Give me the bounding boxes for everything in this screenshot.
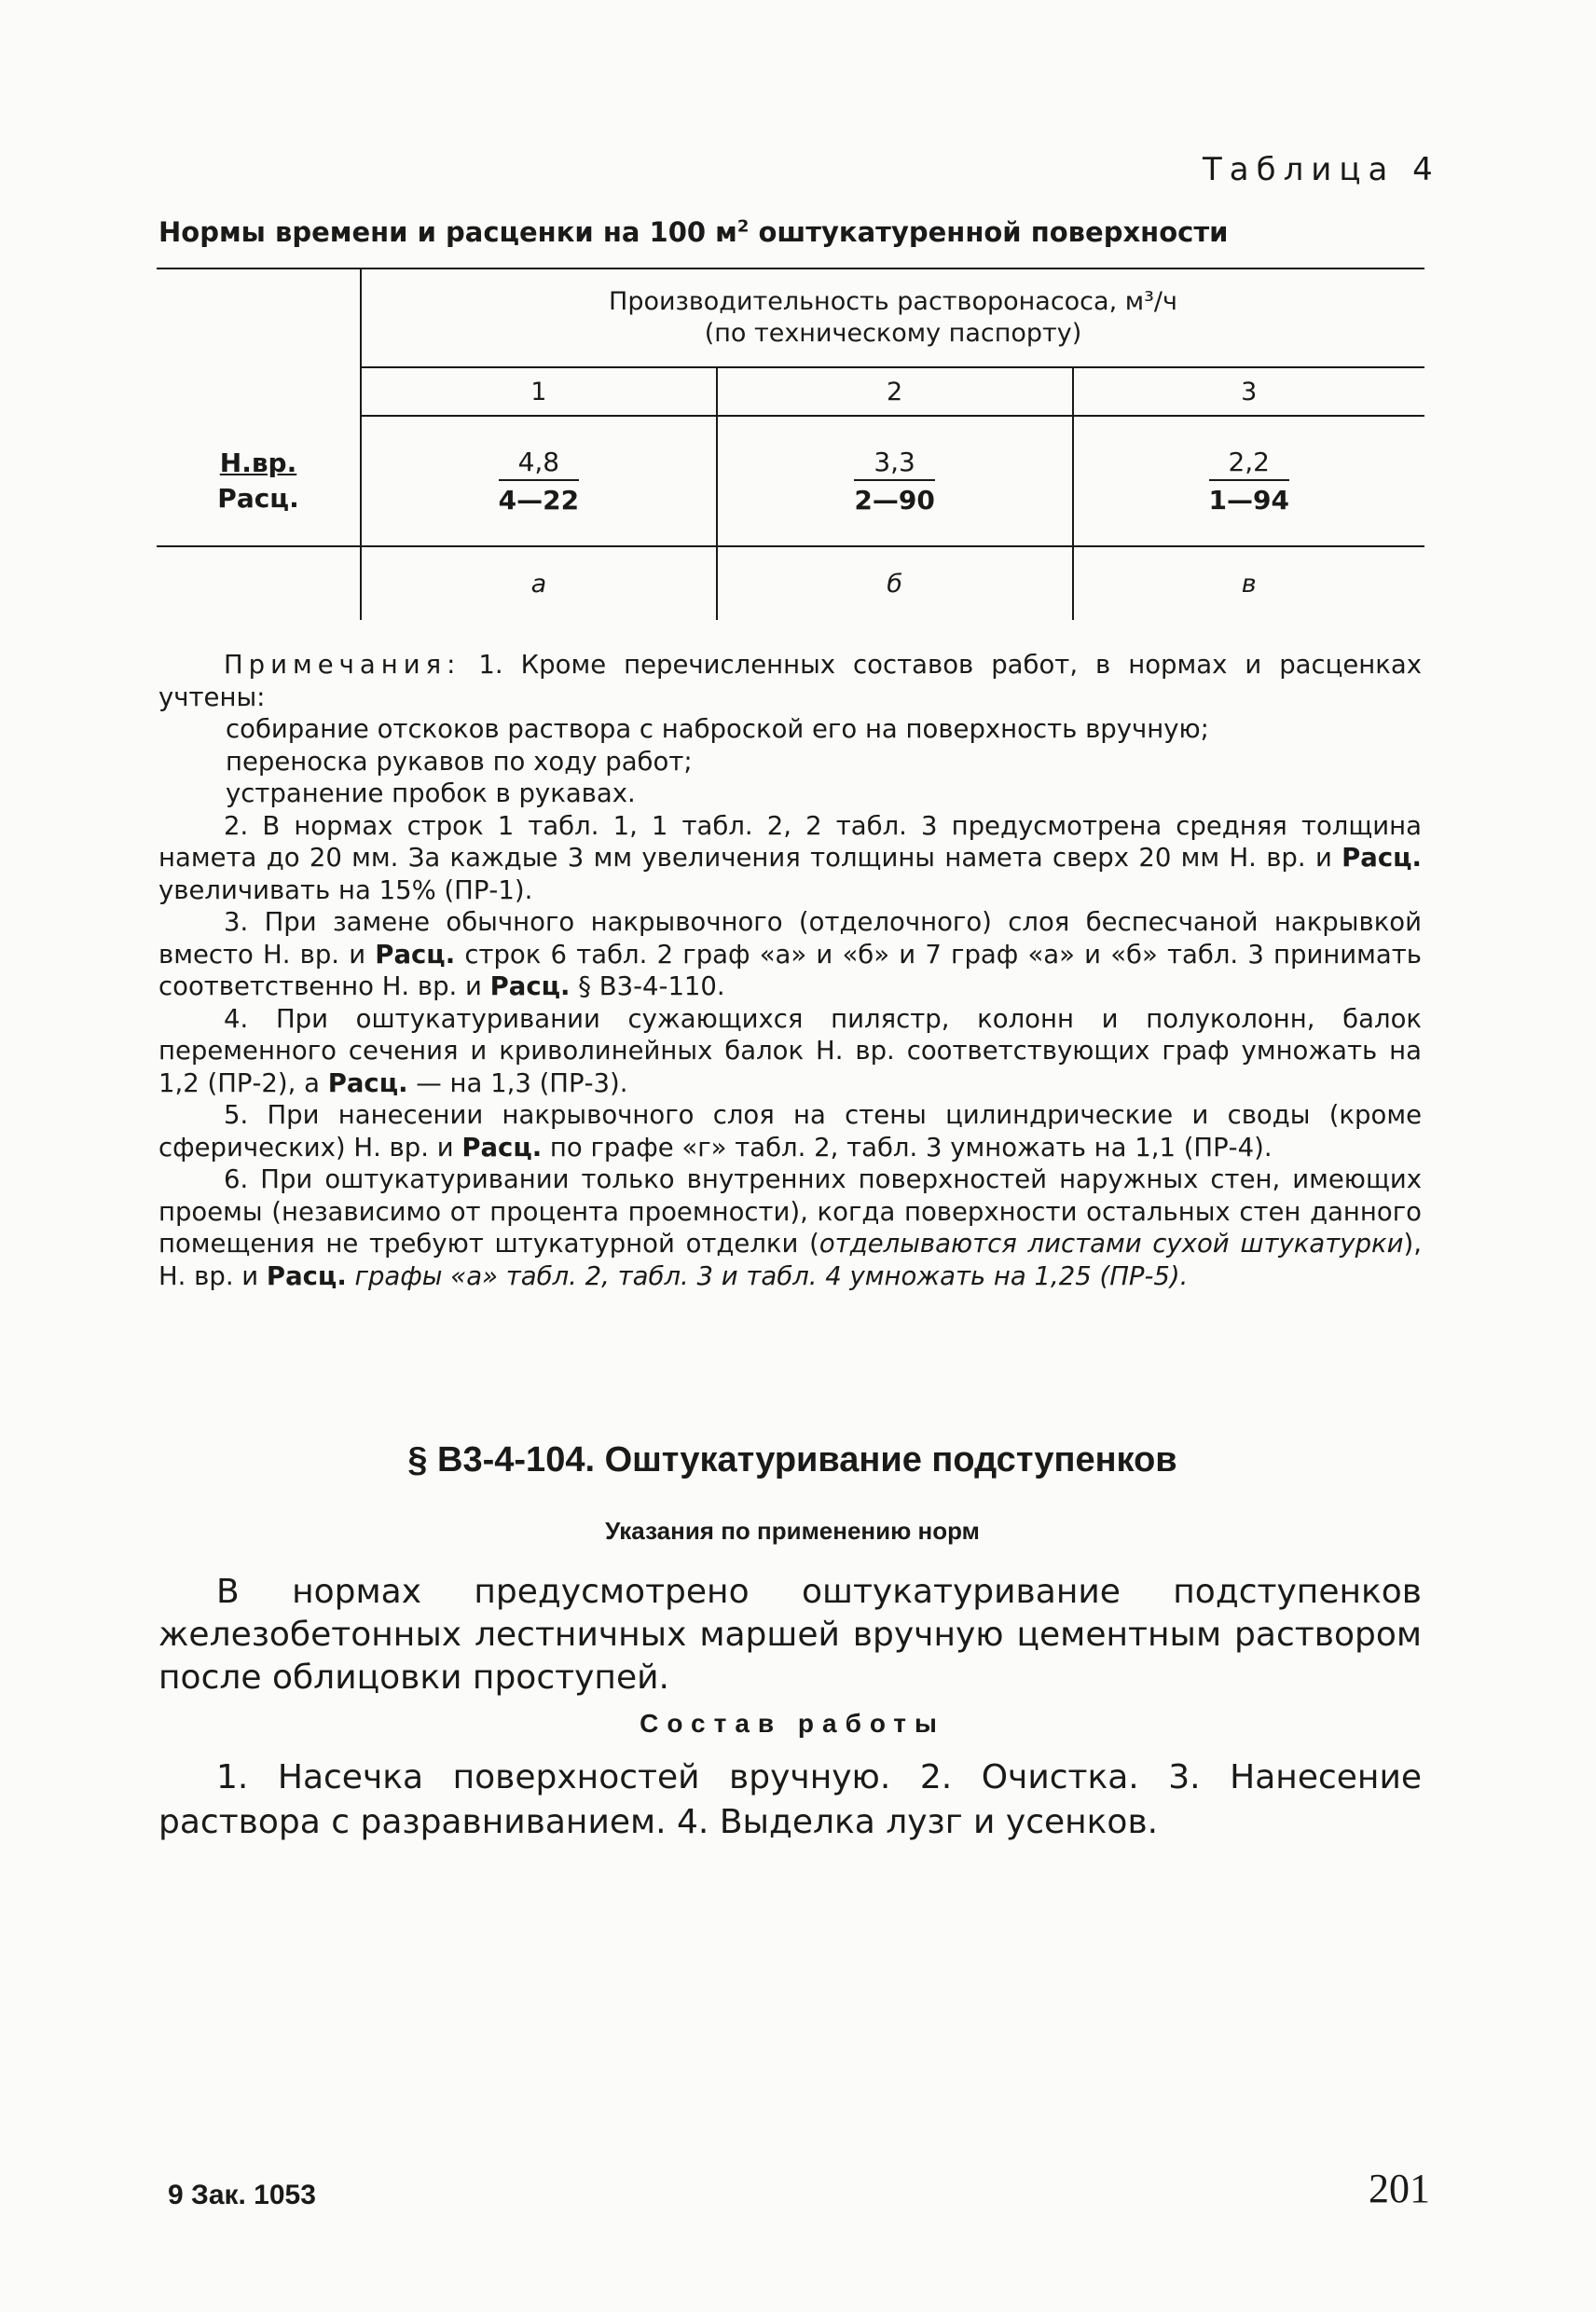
column-number-2: 2	[717, 367, 1073, 416]
table-title-sup: 2	[736, 216, 750, 237]
note-text: строк 6 табл. 2 граф «а» и «б» и 7 граф «а» и «б» табл. 3 принимать соответственно Н. вр. и	[158, 939, 1423, 1001]
footer-order-number: 9 Зак. 1053	[168, 2180, 316, 2210]
column-letter-a: а	[530, 569, 547, 599]
section-title: § В3-4-104. Оштукатуривание подступенков	[407, 1440, 1177, 1479]
table-title-tail: оштукатуренной поверхности	[749, 216, 1229, 248]
table-label: Таблица 4	[1203, 151, 1440, 188]
nvr-value: 3,3	[854, 447, 934, 481]
note-bold: Расц.	[461, 1132, 543, 1163]
rasc-value: 2—90	[854, 485, 935, 516]
norms-table	[157, 268, 1424, 620]
column-letter-b: б	[717, 546, 1073, 620]
note-3	[158, 906, 1422, 1003]
value-cell-3	[1073, 416, 1425, 546]
note-text: 6. При оштукатуривании только внутренних поверхностей наружных стен, имеющих проемы (независимо от процента проемности), когда поверхности остальных стен данного помещения не требуют штукатурной отделки (	[158, 1164, 1422, 1259]
column-number-1: 1	[361, 367, 717, 416]
row-label-nvr: Н.вр.	[219, 447, 297, 478]
note-italic: графы «а» табл. 2, табл. 3 и табл. 4 умножать на 1,25 (ПР-5).	[346, 1260, 1189, 1291]
note-italic: отделываются листами сухой штукатурки	[819, 1229, 1404, 1259]
note-text: 4. При оштукатуривании сужающихся пилястр, колонн и полуколонн, балок переменного сечения и криволинейных балок Н. вр. соответствующих граф умножать на 1,2 (ПР-2), а	[158, 1003, 1422, 1098]
fraction	[854, 447, 934, 516]
note-5	[158, 1099, 1422, 1163]
note-bold: Расц.	[266, 1260, 347, 1291]
rasc-value: 4—22	[498, 485, 580, 516]
note-2	[158, 810, 1422, 907]
fraction	[499, 447, 579, 516]
note-text: 2. В нормах строк 1 табл. 1, 1 табл. 2, 2 табл. 3 предусмотрена средняя толщина намета до 20 мм. За каждые 3 мм увеличения толщины намета сверх 20 мм Н. вр. и	[158, 810, 1422, 873]
notes-heading: Примечания:	[224, 650, 461, 680]
table-title	[158, 216, 1445, 248]
work-composition-body	[158, 1755, 1422, 1845]
fraction	[1209, 447, 1289, 516]
note-text: ), Н. вр. и	[158, 1229, 1422, 1291]
note-bold: Расц.	[375, 939, 456, 970]
note-bold: Расц.	[1341, 843, 1422, 873]
note-text: увеличивать на 15% (ПР-1).	[158, 874, 533, 905]
note-1	[158, 649, 1422, 713]
note-1-text: 1. Кроме перечисленных составов работ, в нормах и расценках учтены:	[158, 650, 1422, 712]
notes-block	[158, 649, 1422, 1292]
header-line-2: (по техническому паспорту)	[704, 319, 1082, 348]
note-text: 3. При замене обычного накрывочного (отделочного) слоя беспесчаной накрывкой вместо Н. вр. и	[158, 907, 1422, 970]
value-cell-2	[717, 416, 1073, 546]
column-number-3: 3	[1073, 367, 1425, 416]
page-number: 201	[1369, 2166, 1430, 2211]
row-labels	[157, 416, 361, 546]
note-1-item: переноска рукавов по ходу работ;	[226, 746, 693, 777]
note-6	[158, 1163, 1422, 1292]
nvr-value: 4,8	[499, 447, 579, 481]
nvr-value: 2,2	[1209, 447, 1289, 481]
value-cell-1	[361, 416, 717, 546]
note-text: — на 1,3 (ПР-3).	[407, 1067, 628, 1098]
header-line-1: Производительность растворонасоса, м³/ч	[609, 287, 1177, 316]
note-1-item: собирание отскоков раствора с наброской его на поверхность вручную;	[226, 714, 1209, 744]
work-composition-title: Состав работы	[640, 1709, 945, 1738]
table-header-cell	[361, 268, 1424, 367]
letter-label-cell	[157, 546, 361, 620]
rasc-value: 1—94	[1208, 485, 1289, 516]
note-text: по графе «г» табл. 2, табл. 3 умножать на 1,1 (ПР-4).	[542, 1132, 1273, 1163]
row-label-rasc: Расц.	[217, 482, 299, 514]
section-body-paragraph: В нормах предусмотрено оштукатуривание подступенков железобетонных лестничных маршей вручную цементным раствором после облицовки проступей.	[158, 1573, 1422, 1697]
table-corner-cell	[157, 268, 361, 416]
column-letter-v: в	[1073, 546, 1425, 620]
note-4	[158, 1003, 1422, 1100]
section-subtitle: Указания по применению норм	[605, 1517, 980, 1545]
table-title-text: Нормы времени и расценки на 100 м	[158, 216, 737, 248]
note-1-item: устранение пробок в рукавах.	[226, 778, 636, 808]
note-text: 5. При нанесении накрывочного слоя на стены цилиндрические и своды (кроме сферических) Н. вр. и	[158, 1100, 1422, 1163]
note-bold: Расц.	[327, 1067, 408, 1098]
note-text: § В3-4-110.	[570, 971, 725, 1001]
section-body	[158, 1571, 1422, 1700]
note-bold: Расц.	[489, 971, 571, 1001]
work-composition-paragraph: 1. Насечка поверхностей вручную. 2. Очистка. 3. Нанесение раствора с разравниванием. 4. Выделка лузг и усенков.	[158, 1758, 1422, 1841]
